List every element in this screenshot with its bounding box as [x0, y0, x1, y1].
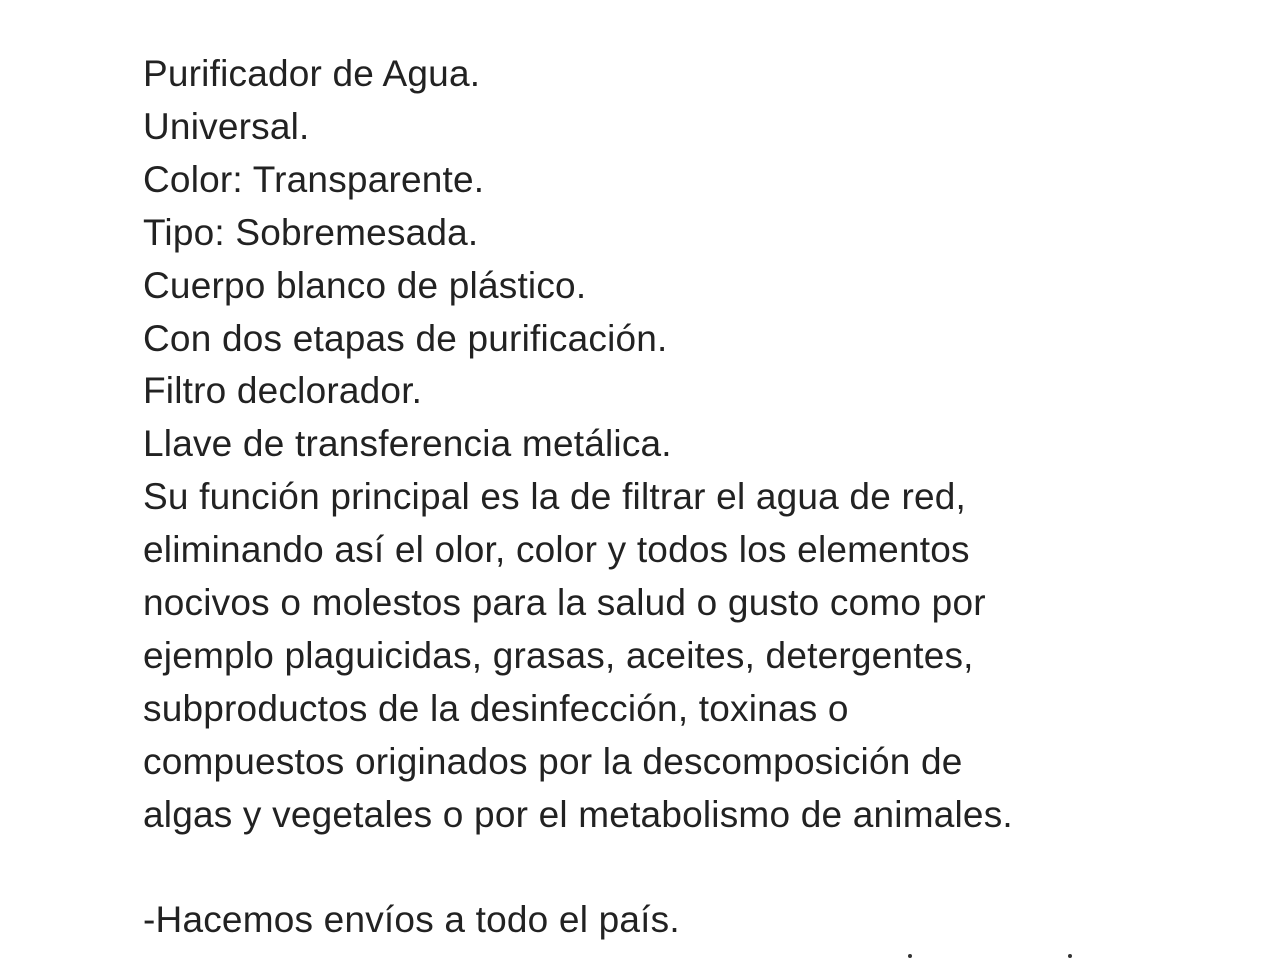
- description-line: subproductos de la desinfección, toxinas o: [143, 687, 849, 729]
- paragraph-spacer: [143, 842, 1243, 895]
- product-description: [143, 48, 1243, 947]
- description-line: eliminando así el olor, color y todos los elementos: [143, 529, 970, 571]
- spec-line-stages: Con dos etapas de purificación.: [143, 317, 668, 359]
- shipping-line: -Hacemos envíos a todo el país.: [143, 899, 680, 941]
- description-line: nocivos o molestos para la salud o gusto como por: [143, 582, 986, 624]
- product-title-line: Purificador de Agua.: [143, 53, 481, 94]
- spec-line-universal: Universal.: [143, 105, 310, 147]
- description-line: algas y vegetales o por el metabolismo de animales.: [143, 793, 1013, 835]
- description-line: ejemplo plaguicidas, grasas, aceites, detergentes,: [143, 634, 974, 676]
- description-line: compuestos originados por la descomposición de: [143, 740, 963, 782]
- spec-line-body: Cuerpo blanco de plástico.: [143, 264, 587, 306]
- spec-line-type: Tipo: Sobremesada.: [143, 211, 479, 253]
- spec-line-color: Color: Transparente.: [143, 158, 485, 200]
- cut-off-text-fragment: [900, 948, 1100, 960]
- description-line: Su función principal es la de filtrar el agua de red,: [143, 476, 967, 518]
- spec-line-tap: Llave de transferencia metálica.: [143, 423, 672, 465]
- spec-line-filter: Filtro declorador.: [143, 370, 423, 412]
